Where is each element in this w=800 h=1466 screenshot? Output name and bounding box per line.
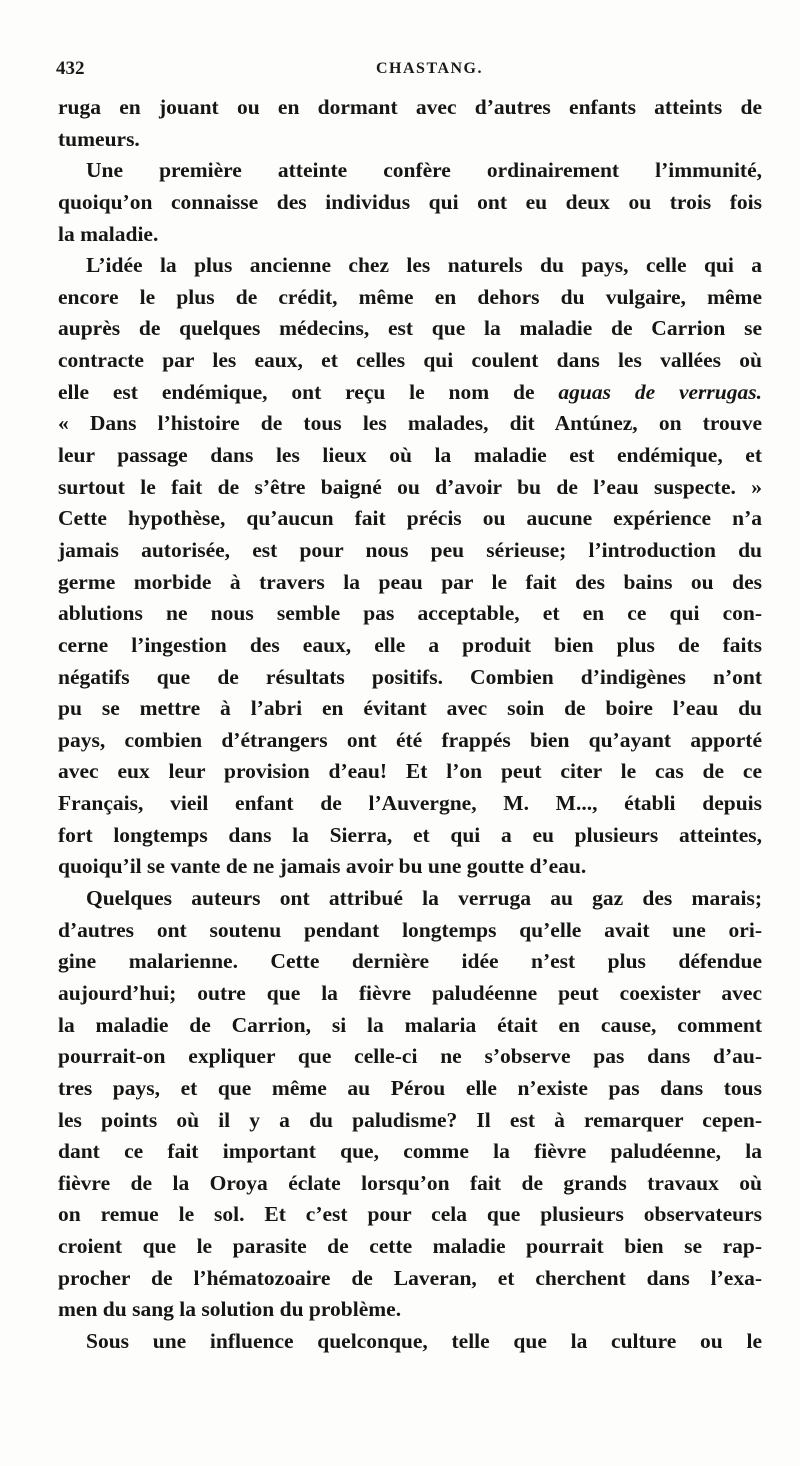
text-line: quoiqu’il se vante de ne jamais avoir bu une goutte d’eau. — [58, 854, 587, 879]
text-line: les points où il y a du paludisme? Il est à remarquer cepen- — [58, 1107, 762, 1132]
text-line: pays, combien d’étrangers ont été frappés bien qu’ayant apporté — [58, 727, 762, 752]
text-line: la maladie de Carrion, si la malaria était en cause, comment — [58, 1012, 762, 1037]
body-text — [58, 92, 762, 1358]
text-line: cerne l’ingestion des eaux, elle a produit bien plus de faits — [58, 632, 762, 657]
text-line: Français, vieil enfant de l’Auvergne, M. M..., établi depuis — [58, 791, 762, 816]
text-line: « Dans l’histoire de tous les malades, dit Antúnez, on trouve — [58, 411, 762, 436]
text-line: men du sang la solution du problème. — [58, 1297, 402, 1322]
italic-term: aguas de verrugas. — [558, 379, 762, 404]
text-line: avec eux leur provision d’eau! Et l’on peut citer le cas de ce — [58, 759, 762, 784]
text-line: fièvre de la Oroya éclate lorsqu’on fait de grands travaux où — [58, 1170, 762, 1195]
paragraph-first-line: Sous une influence quelconque, telle que la culture ou le — [86, 1328, 762, 1353]
text-segment: elle est endémique, ont reçu le nom de — [58, 379, 535, 404]
text-line: contracte par les eaux, et celles qui coulent dans les vallées où — [58, 348, 762, 373]
text-line: quoiqu’on connaisse des individus qui ont eu deux ou trois fois — [58, 189, 762, 214]
paragraph-first-line: Quelques auteurs ont attribué la verruga au gaz des marais; — [86, 886, 762, 911]
text-line: dant ce fait important que, comme la fièvre paludéenne, la — [58, 1139, 762, 1164]
text-line: ruga en jouant ou en dormant avec d’autres enfants atteints de — [58, 95, 762, 119]
paragraph-first-line: Une première atteinte confère ordinairement l’immunité, — [86, 158, 762, 183]
text-line — [58, 377, 762, 409]
text-line: on remue le sol. Et c’est pour cela que plusieurs observateurs — [58, 1202, 762, 1227]
text-line: gine malarienne. Cette dernière idée n’est plus défendue — [58, 949, 762, 974]
running-head — [56, 58, 762, 82]
text-line: pu se mettre à l’abri en évitant avec soin de boire l’eau du — [58, 696, 762, 721]
text-line: encore le plus de crédit, même en dehors du vulgaire, même — [58, 284, 762, 309]
text-line: tres pays, et que même au Pérou elle n’existe pas dans tous — [58, 1075, 762, 1100]
text-line: auprès de quelques médecins, est que la maladie de Carrion se — [58, 316, 762, 341]
text-line: Cette hypothèse, qu’aucun fait précis ou aucune expérience n’a — [58, 506, 762, 531]
text-line: jamais autorisée, est pour nous peu sérieuse; l’introduction du — [58, 537, 762, 562]
page-number: 432 — [56, 58, 85, 79]
text-line: pourrait-on expliquer que celle-ci ne s’observe pas dans d’au- — [58, 1044, 762, 1069]
text-line: ablutions ne nous semble pas acceptable, et en ce qui con- — [58, 601, 762, 626]
text-line: négatifs que de résultats positifs. Combien d’indigènes n’ont — [58, 664, 762, 689]
text-line: aujourd’hui; outre que la fièvre paludéenne peut coexister avec — [58, 980, 762, 1005]
text-line: la maladie. — [58, 221, 159, 246]
text-line: procher de l’hématozoaire de Laveran, et cherchent dans l’exa- — [58, 1265, 762, 1290]
paragraph-first-line: L’idée la plus ancienne chez les naturels du pays, celle qui a — [86, 253, 762, 278]
text-line: leur passage dans les lieux où la maladie est endémique, et — [58, 443, 762, 468]
running-title: CHASTANG. — [376, 60, 483, 77]
text-line: germe morbide à travers la peau par le fait des bains ou des — [58, 569, 762, 594]
text-line: d’autres ont soutenu pendant longtemps qu’elle avait une ori- — [58, 917, 762, 942]
text-line: croient que le parasite de cette maladie pourrait bien se rap- — [58, 1234, 762, 1259]
text-line: surtout le fait de s’être baigné ou d’avoir bu de l’eau suspecte. » — [58, 474, 762, 499]
text-line: tumeurs. — [58, 126, 140, 151]
text-line: fort longtemps dans la Sierra, et qui a eu plusieurs atteintes, — [58, 822, 762, 847]
